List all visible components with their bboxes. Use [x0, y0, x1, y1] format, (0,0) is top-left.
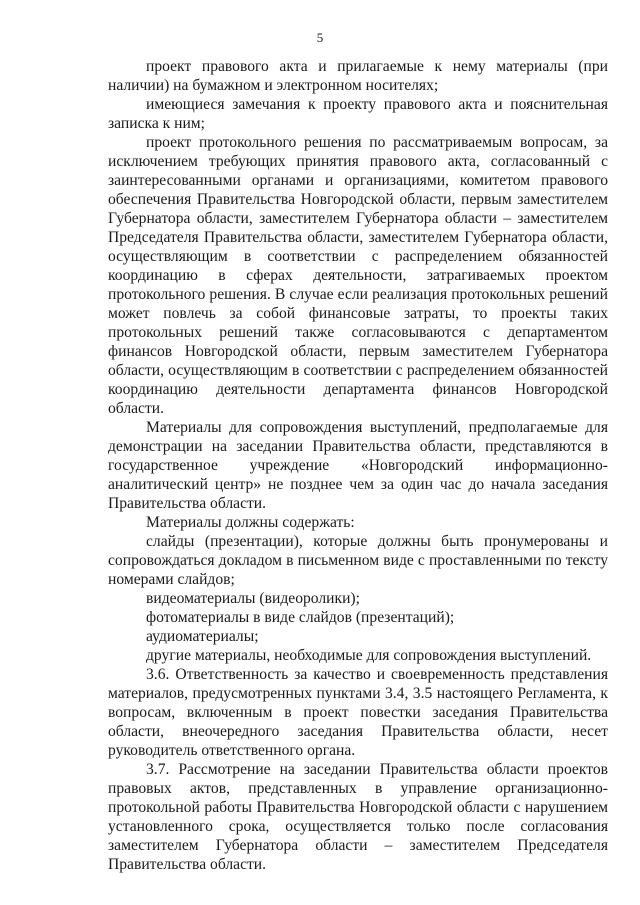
paragraph: аудиоматериалы; [146, 628, 259, 645]
paragraph: Материалы для сопровождения выступлений, предполагаемые для демонстрации на заседании Правительства области, представляются в государственное учреждение «Новгородский информационно-аналитический центр» не позднее чем за один час до начала заседания Правительства области. [108, 419, 608, 512]
paragraph: 3.6. Ответственность за качество и своевременность представления материалов, предусмотренных пунктами 3.4, 3.5 настоящего Регламента, к вопросам, включенным в проект повестки заседания Правительства области, внеочередного заседания Правительства области, несет руководитель ответственного органа. [108, 666, 608, 759]
paragraph: проект правового акта и прилагаемые к нему материалы (при наличии) на бумажном и электронном носителях; [108, 58, 608, 94]
paragraph: 3.7. Рассмотрение на заседании Правительства области проектов правовых актов, представленных в управление организационно-протокольной работы Правительства Новгородской области с нарушением установленного срока, осуществляется только после согласования заместителем Губернатора области – заместителем Председателя Правительства области. [108, 761, 608, 873]
paragraph: имеющиеся замечания к проекту правового акта и пояснительная записка к ним; [108, 96, 608, 132]
paragraph: другие материалы, необходимые для сопровождения выступлений. [146, 647, 592, 664]
paragraph: проект протокольного решения по рассматриваемым вопросам, за исключением требующих принятия правового акта, согласованный с заинтересованными органами и организациями, комитетом правового обеспечения Правительства Новгородской области, первым заместителем Губернатора области, заместителем Губернатора области – заместителем Председателя Правительства области, заместителем Губернатора области, осуществляющим в соответствии с распределением обязанностей координацию в сферах деятельности, затрагиваемых проектом протокольного решения. В случае если реализация протокольных решений может повлечь за собой финансовые затраты, то проекты таких протокольных решений также согласовываются с департаментом финансов Новгородской области, первым заместителем Губернатора области, осуществляющим в соответствии с распределением обязанностей координацию деятельности департамента финансов Новгородской области. [108, 134, 608, 417]
document-body [108, 57, 608, 874]
paragraph: видеоматериалы (видеоролики); [146, 590, 360, 607]
paragraph: фотоматериалы в виде слайдов (презентаций); [146, 609, 455, 626]
page-number: 5 [316, 30, 324, 45]
paragraph: слайды (презентации), которые должны быть пронумерованы и сопровождаться докладом в письменном виде с проставленными по тексту номерами слайдов; [108, 533, 608, 588]
paragraph: Материалы должны содержать: [146, 514, 355, 531]
